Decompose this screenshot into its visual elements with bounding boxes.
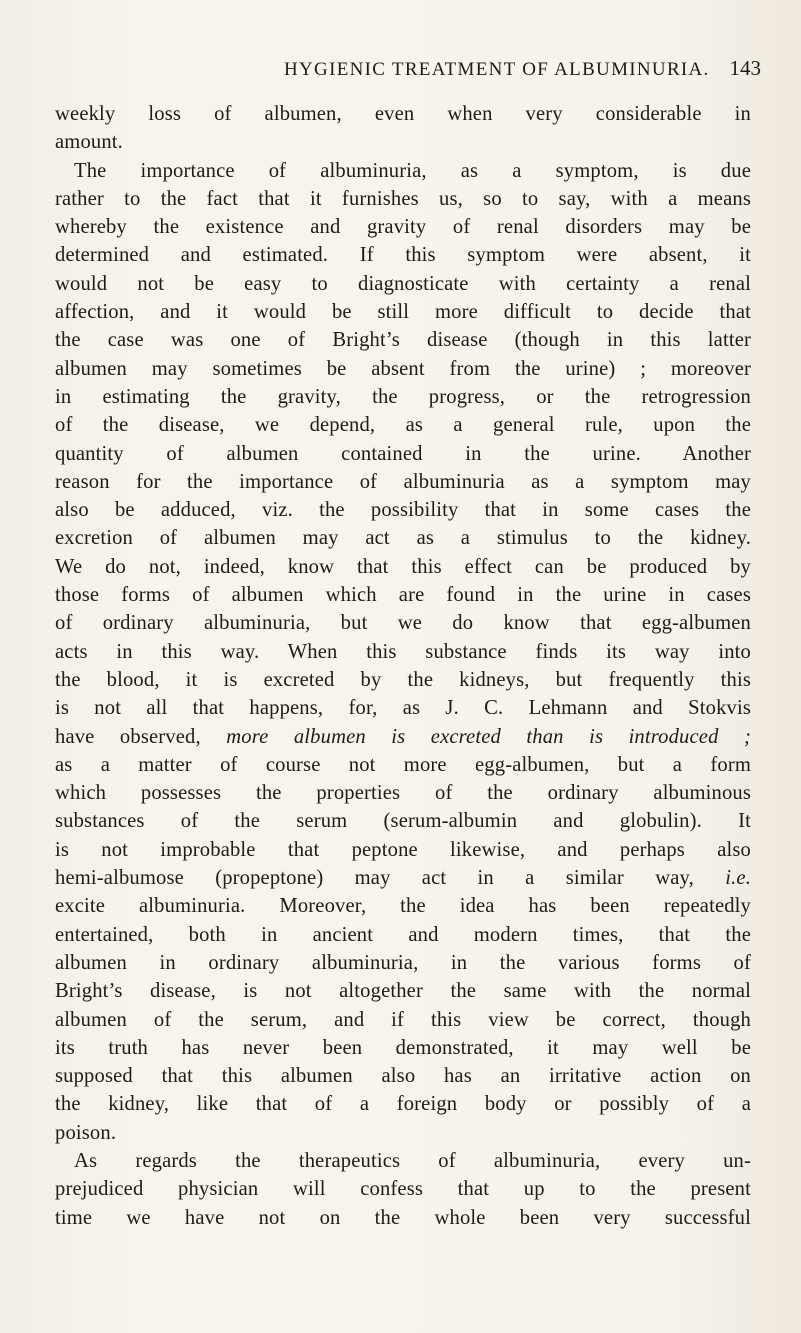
text-line: as a matter of course not more egg-albumen, but a form bbox=[55, 753, 751, 776]
text-line: Bright’s disease, is not altogether the same with the normal bbox=[55, 980, 751, 1003]
text-line: albumen may sometimes be absent from the urine) ; moreover bbox=[55, 357, 751, 380]
text-line: the blood, it is excreted by the kidneys, but frequently this bbox=[55, 668, 751, 691]
text-line: acts in this way. When this substance finds its way into bbox=[55, 640, 751, 663]
text-line: weekly loss of albumen, even when very considerable in bbox=[55, 103, 751, 125]
text-line: determined and estimated. If this symptom were absent, it bbox=[55, 244, 751, 267]
text-line: is not improbable that peptone likewise, and perhaps also bbox=[55, 838, 751, 861]
text-line: quantity of albumen contained in the urine. Another bbox=[55, 442, 751, 465]
text-line: The importance of albuminuria, as a symptom, is due bbox=[74, 159, 751, 182]
text-segment: have observed, bbox=[55, 725, 201, 748]
body-text bbox=[55, 100, 751, 1232]
text-line: As regards the therapeutics of albuminuria, every un- bbox=[74, 1149, 751, 1172]
text-line: of the disease, we depend, as a general rule, upon the bbox=[55, 414, 751, 437]
text-line: We do not, indeed, know that this effect can be produced by bbox=[55, 555, 751, 578]
text-line: poison. bbox=[55, 1121, 117, 1144]
text-line: amount. bbox=[55, 131, 123, 154]
italic-text-segment: i.e. bbox=[725, 867, 751, 890]
page-header bbox=[52, 56, 761, 84]
text-line: which possesses the properties of the ordinary albuminous bbox=[55, 782, 751, 805]
text-line: would not be easy to diagnosticate with certainty a renal bbox=[55, 272, 751, 295]
text-line: the kidney, like that of a foreign body or possibly of a bbox=[55, 1093, 751, 1116]
text-line: entertained, both in ancient and modern times, that the bbox=[55, 923, 751, 946]
text-line-with-italic bbox=[55, 723, 751, 751]
text-line: rather to the fact that it furnishes us, so to say, with a means bbox=[55, 187, 751, 210]
text-line: the case was one of Bright’s disease (though in this latter bbox=[55, 329, 751, 352]
text-line: albumen in ordinary albuminuria, in the various forms of bbox=[55, 951, 751, 974]
text-line: affection, and it would be still more difficult to decide that bbox=[55, 301, 751, 324]
text-line: in estimating the gravity, the progress, or the retrogression bbox=[55, 385, 751, 408]
text-line-with-italic bbox=[55, 864, 751, 892]
text-line: those forms of albumen which are found in the urine in cases bbox=[55, 584, 751, 607]
text-line: of ordinary albuminuria, but we do know that egg-albumen bbox=[55, 612, 751, 635]
text-segment: hemi-albumose (propeptone) may act in a similar way, bbox=[55, 867, 694, 890]
text-line: time we have not on the whole been very successful bbox=[55, 1206, 751, 1229]
text-line: excite albuminuria. Moreover, the idea has been repeatedly bbox=[55, 895, 751, 918]
text-line: supposed that this albumen also has an irritative action on bbox=[55, 1065, 751, 1088]
page-number: 143 bbox=[729, 56, 761, 80]
text-line: prejudiced physician will confess that up to the present bbox=[55, 1178, 751, 1201]
text-line: its truth has never been demonstrated, it may well be bbox=[55, 1036, 751, 1059]
text-line: is not all that happens, for, as J. C. Lehmann and Stokvis bbox=[55, 697, 751, 720]
text-line: albumen of the serum, and if this view be correct, though bbox=[55, 1008, 751, 1031]
text-line: also be adduced, viz. the possibility that in some cases the bbox=[55, 499, 751, 522]
text-line: reason for the importance of albuminuria as a symptom may bbox=[55, 470, 751, 493]
text-line: substances of the serum (serum-albumin and globulin). It bbox=[55, 810, 751, 833]
italic-text-segment: more albumen is excreted than is introduced ; bbox=[226, 725, 751, 748]
text-line: whereby the existence and gravity of renal disorders may be bbox=[55, 216, 751, 239]
text-line: excretion of albumen may act as a stimulus to the kidney. bbox=[55, 527, 751, 550]
running-head: HYGIENIC TREATMENT OF ALBUMINURIA. bbox=[284, 59, 710, 80]
